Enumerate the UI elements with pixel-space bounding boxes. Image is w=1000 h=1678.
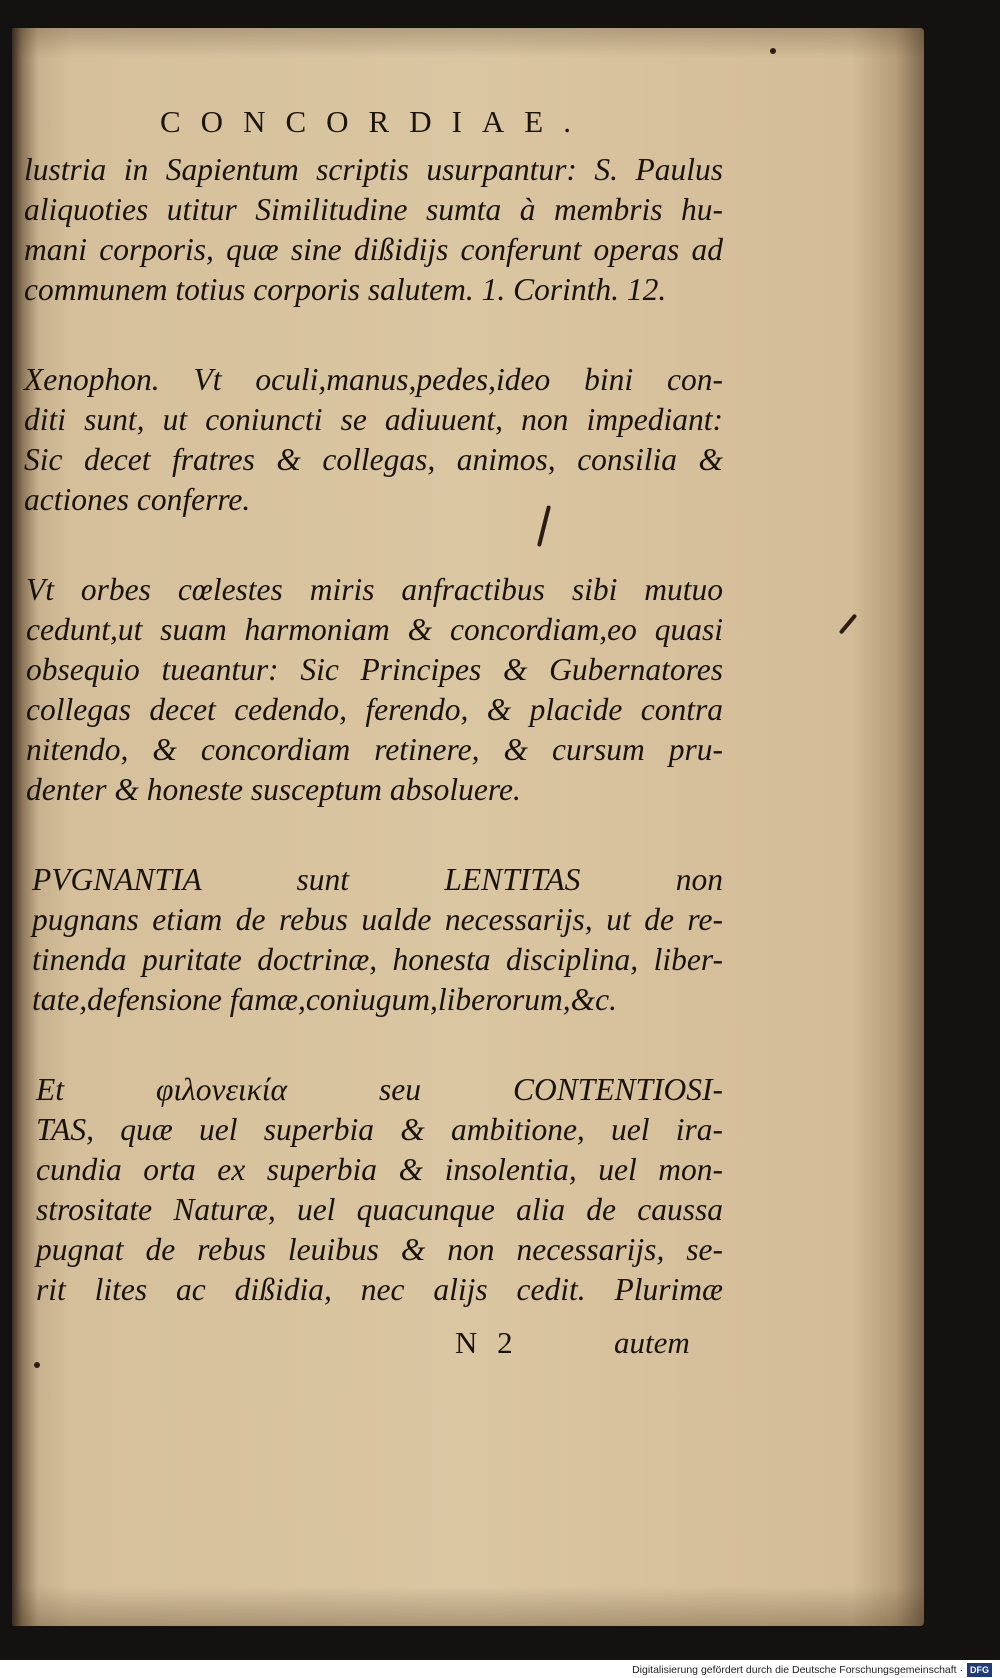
text-line: strositate Naturæ, uel quacunque alia de caussa (36, 1192, 723, 1227)
text-line: PVGNANTIA sunt LENTITAS non (32, 862, 723, 897)
running-head: CONCORDIAE. (160, 104, 591, 139)
text-line: tinenda puritate doctrinæ, honesta disciplina, liber- (32, 942, 723, 977)
text-line: TAS, quæ uel superbia & ambitione, uel ira- (36, 1112, 723, 1147)
signature-mark: N 2 (455, 1325, 519, 1360)
page-shade (12, 28, 924, 58)
text-line: pugnat de rebus leuibus & non necessarijs, se- (36, 1232, 723, 1267)
page-text (18, 150, 723, 1310)
paragraph (18, 150, 723, 310)
paragraph (18, 860, 723, 1020)
text-line: cedunt,ut suam harmoniam & concordiam,eo quasi (26, 612, 723, 647)
ink-mark (34, 1362, 40, 1368)
page-shade (12, 1586, 924, 1626)
footer-credit (632, 1662, 992, 1678)
text-line: collegas decet cedendo, ferendo, & placide contra (26, 692, 723, 727)
text-line: denter & honeste susceptum absoluere. (26, 772, 521, 807)
text-line: pugnans etiam de rebus ualde necessarijs, ut de re- (32, 902, 723, 937)
text-line: rit lites ac dißidia, nec alijs cedit. Plurimæ (36, 1272, 723, 1307)
text-line: Sic decet fratres & collegas, animos, consilia & (24, 442, 723, 477)
text-line: obsequio tueantur: Sic Principes & Gubernatores (26, 652, 723, 687)
text-line: cundia orta ex superbia & insolentia, uel mon- (36, 1152, 723, 1187)
text-line: actiones conferre. (24, 482, 251, 517)
text-line: Vt orbes cœlestes miris anfractibus sibi mutuo (26, 572, 723, 607)
text-line: Et φιλονεικία seu CONTENTIOSI- (36, 1072, 723, 1107)
paragraph (18, 1070, 723, 1310)
text-line: aliquoties utitur Similitudine sumta à membris hu- (24, 192, 723, 227)
text-line: lustria in Sapientum scriptis usurpantur: S. Paulus (24, 152, 723, 187)
text-line: mani corporis, quæ sine dißidijs conferunt operas ad (24, 232, 723, 267)
text-line: diti sunt, ut coniuncti se adiuuent, non impediant: (24, 402, 723, 437)
footer-text: Digitalisierung gefördert durch die Deutsche Forschungsgemeinschaft · (632, 1664, 963, 1676)
text-line: communem totius corporis salutem. 1. Corinth. 12. (24, 272, 667, 307)
ink-mark (770, 48, 776, 54)
catchword: autem (614, 1325, 690, 1360)
paragraph (18, 570, 723, 810)
paragraph (18, 360, 723, 520)
text-line: nitendo, & concordiam retinere, & cursum pru- (26, 732, 723, 767)
text-line: Xenophon. Vt oculi,manus,pedes,ideo bini con- (24, 362, 723, 397)
text-line: tate,defensione famæ,coniugum,liberorum,&c. (32, 982, 617, 1017)
dfg-logo: DFG (967, 1663, 992, 1677)
